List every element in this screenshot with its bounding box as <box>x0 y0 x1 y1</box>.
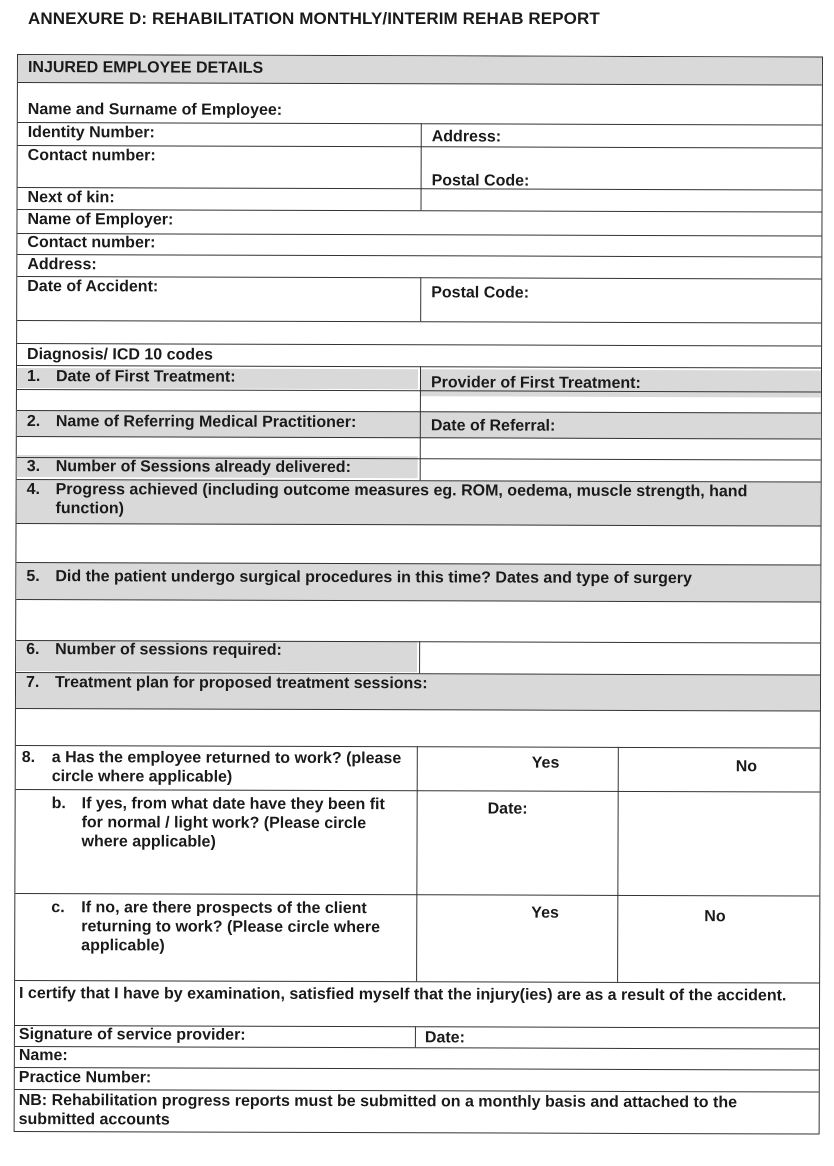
column-divider <box>421 123 422 210</box>
employee-postal-code-label: Postal Code: <box>431 172 530 190</box>
q8c-label: If no, are there prospects of the client returning to work? (Please circle where applicable) <box>81 899 381 955</box>
form-title: ANNEXURE D: REHABILITATION MONTHLY/INTERIM REHAB REPORT <box>28 9 600 28</box>
q8c-letter: c. <box>51 899 65 917</box>
employer-postal-code-label: Postal Code: <box>431 284 530 302</box>
q8b-label: If yes, from what date have they been fit for normal / light work? (Please circle where applicable) <box>81 795 385 851</box>
q6-number: 6. <box>26 641 40 659</box>
q1-label: Date of First Treatment: <box>55 368 236 386</box>
q1-provider-label: Provider of First Treatment: <box>430 374 641 392</box>
q4-number: 4. <box>26 481 41 499</box>
column-divider <box>415 1026 416 1047</box>
q3-number: 3. <box>26 458 41 476</box>
q5-label: Did the patient undergo surgical procedures in this time? Dates and type of surgery <box>55 568 692 588</box>
q7-number: 7. <box>25 674 40 692</box>
q8c-yes-option[interactable]: Yes <box>531 904 559 922</box>
q3-label: Number of Sessions already delivered: <box>55 458 351 477</box>
employee-name-label: Name and Surname of Employee: <box>27 101 283 119</box>
section-header: INJURED EMPLOYEE DETAILS <box>27 59 264 77</box>
provider-name-label: Name: <box>18 1047 68 1065</box>
employer-name-label: Name of Employer: <box>27 211 174 229</box>
q8a-label: a Has the employee returned to work? (please circle where applicable) <box>51 749 402 786</box>
q2-number: 2. <box>26 413 41 431</box>
nb-note: NB: Rehabilitation progress reports must be submitted on a monthly basis and attached to the submitted accounts <box>18 1092 738 1129</box>
q8b-date-label: Date: <box>487 800 528 818</box>
rule <box>17 320 821 324</box>
certification-statement: I certify that I have by examination, satisfied myself that the injury(ies) are as a result of the accident. <box>19 985 787 1005</box>
q8a-yes-option[interactable]: Yes <box>531 754 560 772</box>
practice-number-label: Practice Number: <box>18 1069 152 1087</box>
q8-number: 8. <box>21 749 36 767</box>
employer-address-label: Address: <box>27 256 97 274</box>
q8c-no-option[interactable]: No <box>704 908 726 926</box>
column-divider <box>420 366 421 480</box>
column-divider <box>617 747 619 982</box>
employee-contact-label: Contact number: <box>27 147 156 165</box>
q1-number: 1. <box>26 368 41 386</box>
q2-date-label: Date of Referral: <box>430 417 556 435</box>
employee-address-label: Address: <box>431 128 502 146</box>
signature-label: Signature of service provider: <box>18 1026 246 1044</box>
column-divider <box>416 746 418 981</box>
identity-number-label: Identity Number: <box>27 124 155 142</box>
q8a-no-option[interactable]: No <box>735 758 758 776</box>
rehab-report-form <box>14 54 823 1135</box>
employer-contact-label: Contact number: <box>27 234 156 252</box>
q7-label: Treatment plan for proposed treatment sessions: <box>54 674 428 693</box>
q4-label: Progress achieved (including outcome measures eg. ROM, oedema, muscle strength, hand function) <box>55 481 748 518</box>
column-divider <box>419 641 420 673</box>
rule <box>17 254 821 258</box>
q6-label: Number of sessions required: <box>55 641 282 659</box>
q2-label: Name of Referring Medical Practitioner: <box>55 413 357 432</box>
accident-date-label: Date of Accident: <box>27 278 159 296</box>
signature-date-label: Date: <box>424 1029 465 1047</box>
q8b-letter: b. <box>51 795 66 813</box>
diagnosis-label: Diagnosis/ ICD 10 codes <box>27 346 213 364</box>
column-divider <box>420 277 421 321</box>
q5-number: 5. <box>26 568 40 586</box>
rule <box>15 1046 819 1050</box>
next-of-kin-label: Next of kin: <box>27 189 115 207</box>
